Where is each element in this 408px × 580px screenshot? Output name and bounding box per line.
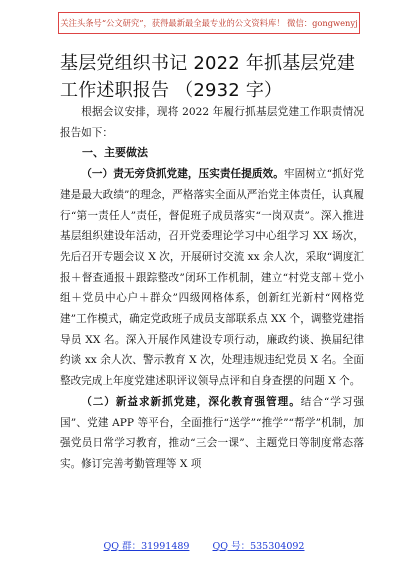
paragraph-2-text: 结合“学习强国”、党建 APP 等平台，全面推行“送学”“推学”“帮学”机制，加强党员日常学习教育，推动“三会一课”、主题党日等制度常态落实。修订完善考勤管理等 X 项 <box>60 395 365 470</box>
document-body <box>60 102 364 475</box>
top-banner <box>58 12 360 34</box>
section-heading: 一、主要做法 <box>82 146 148 160</box>
intro-paragraph: 根据会议安排，现将 2022 年履行抓基层党建工作职责情况报告如下： <box>60 106 364 139</box>
paragraph-2 <box>60 392 364 475</box>
document-title: 基层党组织书记 2022 年抓基层党建工作述职报告 （2932 字） <box>60 53 356 101</box>
paragraph-1-lead: （一）责无旁贷抓党建，压实责任提质效。 <box>81 168 284 181</box>
paragraph-1-text: 牢固树立“抓好党建是最大政绩”的理念，严格落实全面从严治党主体责任，认真履行“第一责任人”责任，督促班子成员落实“一岗双责”。深入推进基层组织建设年活动，召开党委理论学习中心组学习 XX 场次，先后召开专题会议 X 次，开展研讨交流 xx 余人次，采取“调度汇报＋督查通报＋跟踪整改”闭环工作机制，建立“村党支部＋党小组＋党员中心户＋群众”四级网格体系，创新红光新村“网格党建”工作模式，确定党政班子成员支部联系点 XX 个，调整党建指导员 XX 名。深入开展作风建设专项行动，廉政约谈、换届纪律约谈 xx 余人次、警示教育 X 次，处理违规违纪党员 X 名。全面整改完成上年度党建述职评议领导点评和自身查摆的问题 X 个。 <box>60 168 365 388</box>
paragraph-1 <box>60 164 364 392</box>
qq-group-link[interactable]: QQ 群：31991489 <box>103 541 190 552</box>
banner-text: 关注头条号“公文研究”，获得最新最全最专业的公文资料库！ 微信：gongwenyj <box>60 18 358 28</box>
footer <box>0 538 408 552</box>
qq-number-link[interactable]: QQ 号：535304092 <box>212 541 305 552</box>
paragraph-2-lead: （二）新益求新抓党建，深化教育强管理。 <box>81 395 301 408</box>
